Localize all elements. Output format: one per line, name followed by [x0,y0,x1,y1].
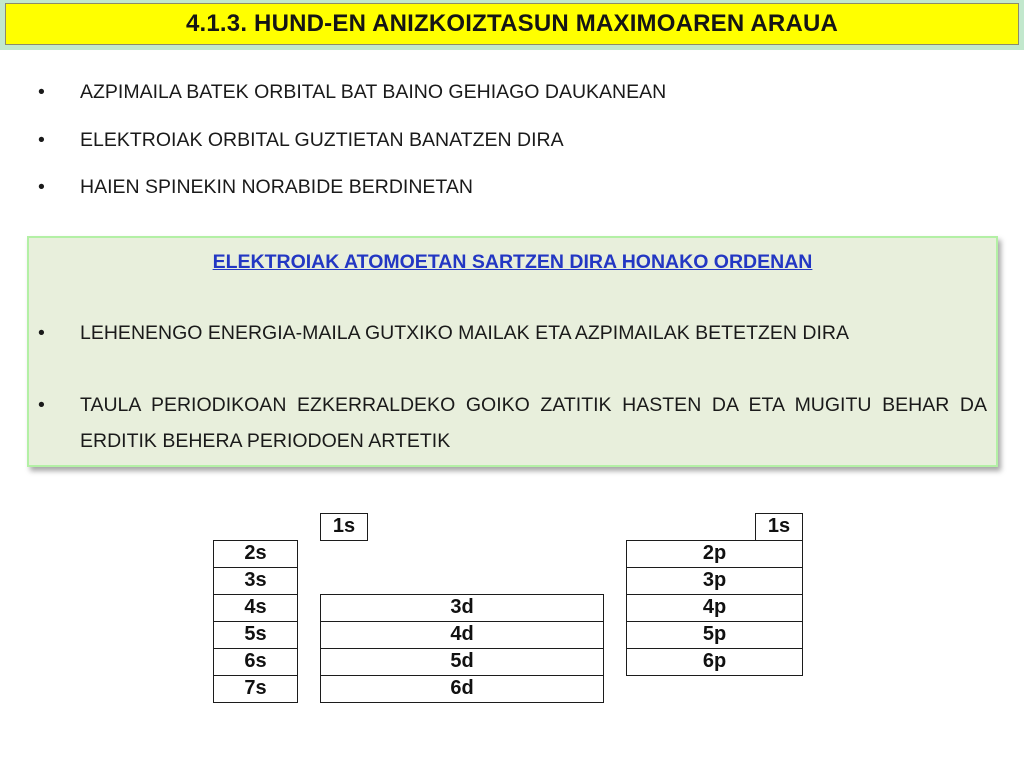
p-subshell-cell: 4p [626,594,803,622]
bullet-dot: • [38,128,45,151]
d-subshell-cell: 6d [320,675,604,703]
s-subshell-cell: 2s [213,540,298,568]
s-subshell-cell: 4s [213,594,298,622]
p-subshell-cell: 5p [626,621,803,649]
bullet-dot: • [38,176,45,198]
bullet-text: ELEKTROIAK ORBITAL GUZTIETAN BANATZEN DIRA [80,128,564,151]
bullet-dot: • [38,81,45,103]
bullet-text: HAIEN SPINEKIN NORABIDE BERDINETAN [80,176,473,198]
d-subshell-cell: 3d [320,594,604,622]
order-bullet-item [38,315,987,351]
order-box-heading: ELEKTROIAK ATOMOETAN SARTZEN DIRA HONAKO ORDENAN [212,251,813,273]
p-subshell-cell: 3p [626,567,803,595]
p-subshell-cell: 2p [626,540,803,568]
s-subshell-cell: 3s [213,567,298,595]
p-subshell-cell: 6p [626,648,803,676]
d-subshell-cell: 5d [320,648,604,676]
s-subshell-cell: 6s [213,648,298,676]
order-bullet-item [38,387,987,459]
s-subshell-cell: 5s [213,621,298,649]
s-subshell-cell: 7s [213,675,298,703]
right-table-1s-cell: 1s [755,513,803,541]
bullet-text: LEHENENGO ENERGIA-MAILA GUTXIKO MAILAK ETA AZPIMAILAK BETETZEN DIRA [80,322,849,344]
left-table-1s-cell: 1s [320,513,368,541]
bullet-item [38,69,998,117]
intro-bullet-list [38,69,998,212]
order-box [27,236,998,467]
bullet-item [38,164,998,212]
bullet-dot: • [38,322,45,344]
page-title: 4.1.3. HUND-EN ANIZKOIZTASUN MAXIMOAREN ARAUA [5,3,1019,45]
bullet-item [38,117,998,165]
bullet-text: AZPIMAILA BATEK ORBITAL BAT BAINO GEHIAGO DAUKANEAN [80,81,667,103]
bullet-text: TAULA PERIODIKOAN EZKERRALDEKO GOIKO ZATITIK HASTEN DA ETA MUGITU BEHAR DA ERDITIK BEHERA PERIODOEN ARTETIK [80,394,987,452]
bullet-dot: • [38,394,45,416]
d-subshell-cell: 4d [320,621,604,649]
